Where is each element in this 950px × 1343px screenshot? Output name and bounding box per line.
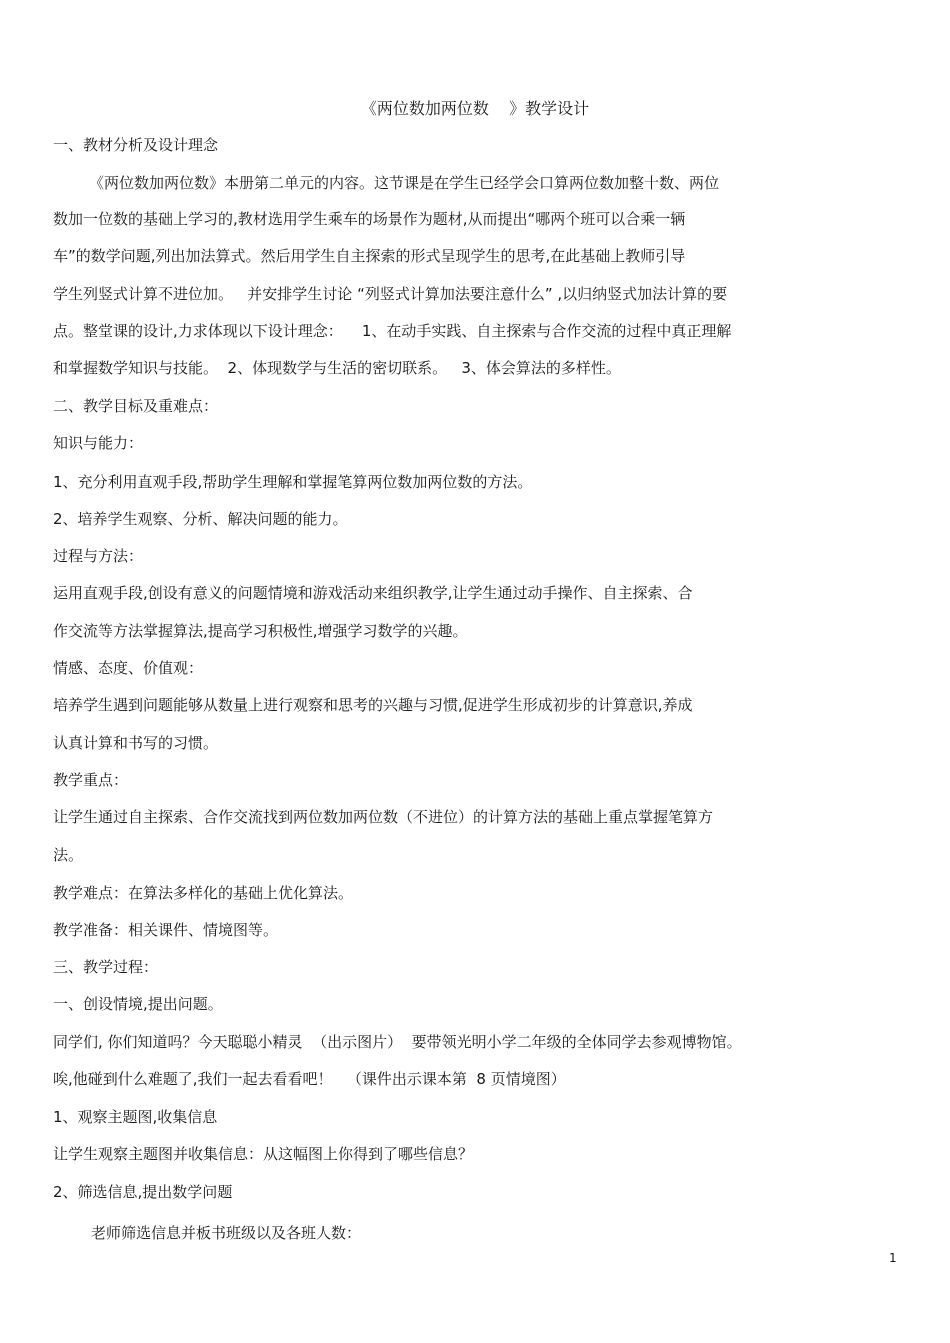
section-heading-material-analysis: 一、教材分析及设计理念 [53, 136, 219, 154]
list-item: 2、筛选信息,提出数学问题 [53, 1183, 233, 1201]
subheading-attitude: 情感、态度、价值观： [53, 659, 204, 677]
subheading-knowledge: 知识与能力： [53, 434, 144, 452]
paragraph-line: 让学生通过自主探索、合作交流找到两位数加两位数（不进位）的计算方法的基础上重点掌握笔算方 [53, 808, 714, 826]
paragraph-line: 让学生观察主题图并收集信息：从这幅图上你得到了哪些信息？ [53, 1145, 474, 1163]
paragraph-line: 数加一位数的基础上学习的,教材选用学生乘车的场景作为题材,从而提出“哪两个班可以合乘一辆 [53, 210, 686, 228]
preparation-line: 教学准备：相关课件、情境图等。 [53, 921, 279, 939]
subheading-key-point: 教学重点： [53, 771, 129, 789]
subheading-process: 过程与方法： [53, 547, 144, 565]
section-heading-goals: 二、教学目标及重难点： [53, 397, 219, 415]
paragraph-line: 车”的数学问题,列出加法算式。然后用学生自主探索的形式呈现学生的思考,在此基础上教师引导 [53, 247, 686, 265]
paragraph-line: 同学们, 你们知道吗？今天聪聪小精灵 （出示图片） 要带领光明小学二年级的全体同学去参观博物馆。 [53, 1033, 742, 1051]
document-title: 《两位数加两位数 》教学设计 [360, 99, 590, 118]
paragraph-line: 老师筛选信息并板书班级以及各班人数： [91, 1224, 362, 1242]
paragraph-line: 作交流等方法掌握算法,提高学习积极性,增强学习数学的兴趣。 [53, 622, 468, 640]
page-number: 1 [889, 1251, 897, 1265]
paragraph-line: 和掌握数学知识与技能。 2、体现数学与生活的密切联系。 3、体会算法的多样性。 [53, 359, 621, 377]
paragraph-line: 《两位数加两位数》本册第二单元的内容。这节课是在学生已经学会口算两位数加整十数、两位 [89, 174, 720, 192]
paragraph-line: 点。整堂课的设计,力求体现以下设计理念： 1、在动手实践、自主探索与合作交流的过程中真正理解 [53, 322, 732, 340]
paragraph-line: 法。 [53, 846, 84, 864]
paragraph-line: 唉,他碰到什么难题了,我们一起去看看吧！ （课件出示课本第 8 页情境图） [53, 1070, 566, 1088]
difficulty-line: 教学难点：在算法多样化的基础上优化算法。 [53, 884, 354, 902]
paragraph-line: 培养学生遇到问题能够从数量上进行观察和思考的兴趣与习惯,促进学生形成初步的计算意识,养成 [53, 696, 693, 714]
subheading-scenario: 一、创设情境,提出问题。 [53, 995, 223, 1013]
section-heading-process: 三、教学过程： [53, 958, 159, 976]
paragraph-line: 认真计算和书写的习惯。 [53, 734, 219, 752]
list-item: 1、充分利用直观手段,帮助学生理解和掌握笔算两位数加两位数的方法。 [53, 473, 533, 491]
list-item: 1、观察主题图,收集信息 [53, 1108, 218, 1126]
paragraph-line: 学生列竖式计算不进位加。 并安排学生讨论 “列竖式计算加法要注意什么” ,以归纳竖式加法计算的要 [53, 285, 728, 303]
list-item: 2、培养学生观察、分析、解决问题的能力。 [53, 510, 348, 528]
paragraph-line: 运用直观手段,创设有意义的问题情境和游戏活动来组织教学,让学生通过动手操作、自主探索、合 [53, 584, 693, 602]
